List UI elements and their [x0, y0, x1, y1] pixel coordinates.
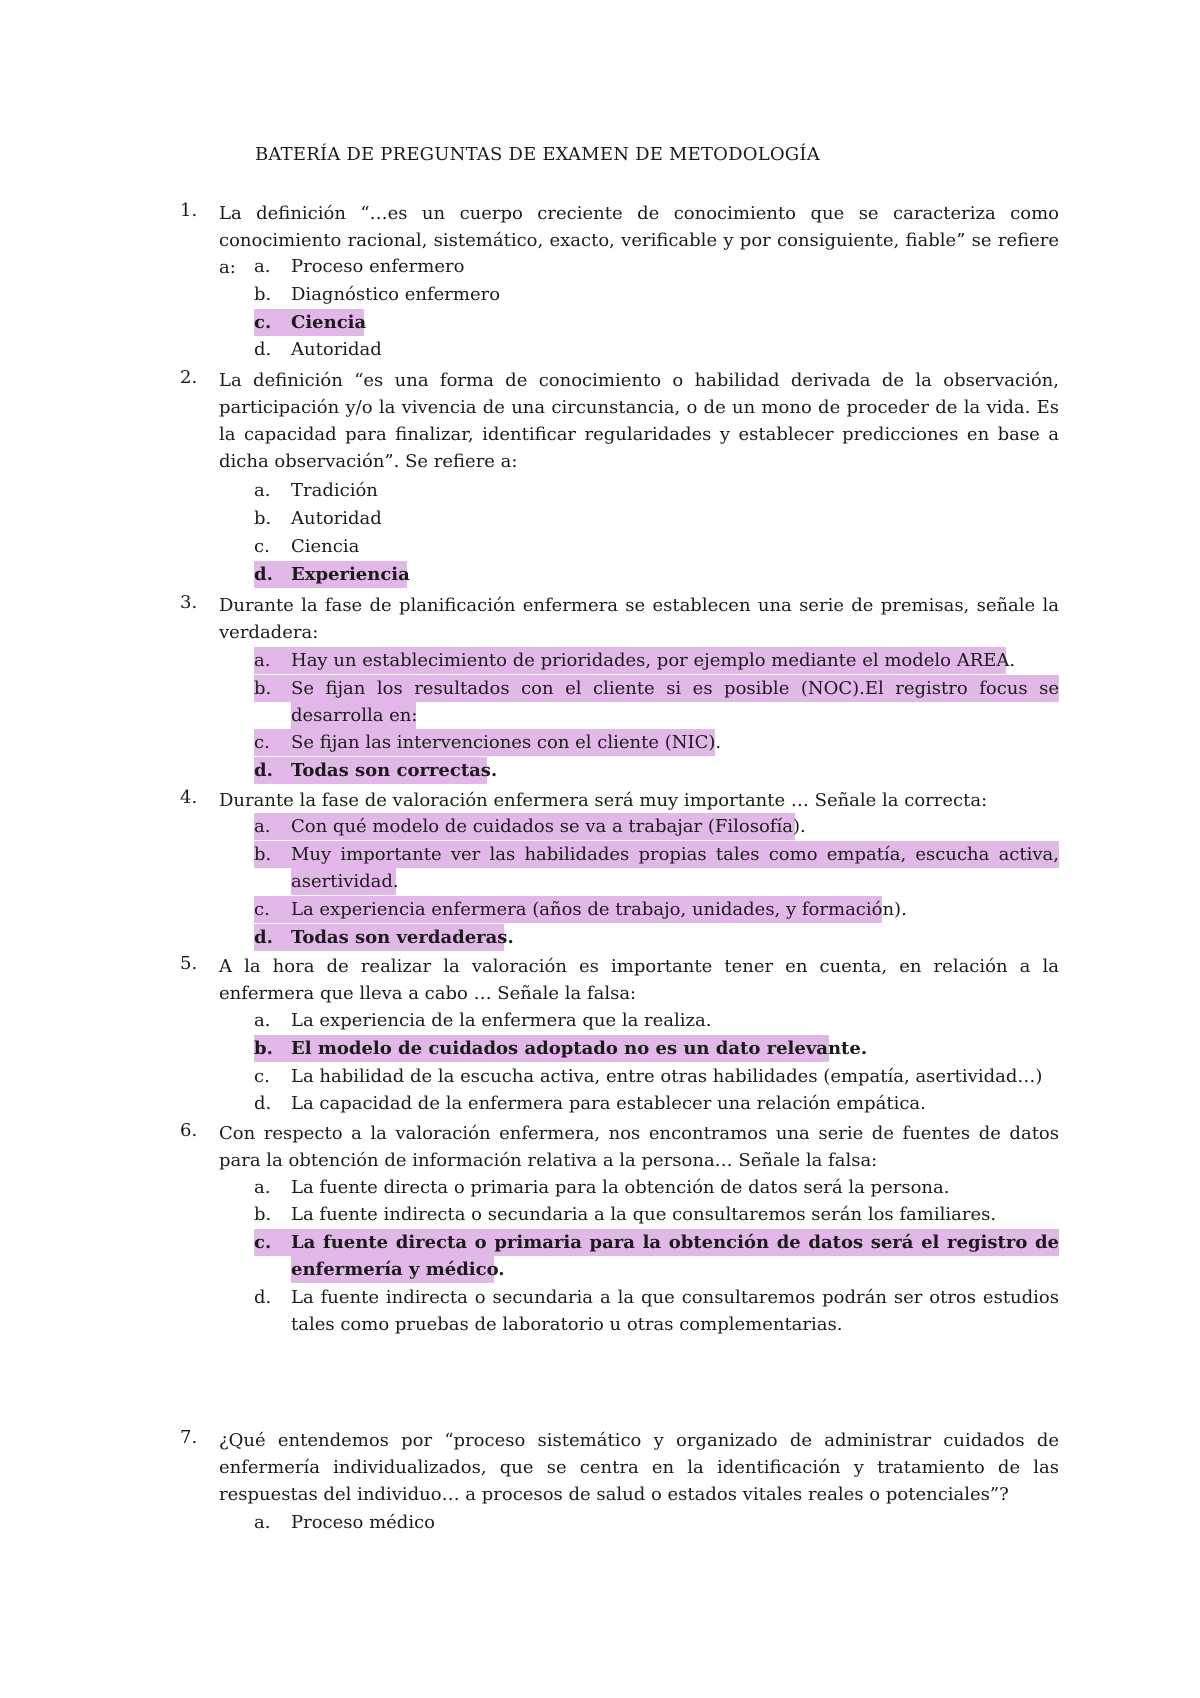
option-text: Proceso médico	[291, 1512, 435, 1533]
option-text: El modelo de cuidados adoptado no es un dato relevante.	[291, 1038, 868, 1059]
option-text: Ciencia	[291, 312, 367, 333]
option-text: Autoridad	[291, 339, 382, 360]
option-text: La experiencia de la enfermera que la realiza.	[291, 1010, 712, 1031]
option-text: Autoridad	[291, 508, 382, 529]
option-text: La fuente indirecta o secundaria a la que consultaremos serán los familiares.	[291, 1204, 997, 1225]
question-number: 2.	[180, 367, 198, 388]
question-number: 4.	[180, 787, 198, 808]
option-letter: a.	[254, 1010, 271, 1031]
option-text: Hay un establecimiento de prioridades, por ejemplo mediante el modelo AREA.	[291, 650, 1016, 671]
option-text: Se fijan los resultados con el cliente si es posible (NOC).El registro focus se desarrolla en:	[291, 678, 1059, 726]
question-number: 5.	[180, 953, 198, 974]
question-text: La definición “…es un cuerpo creciente de conocimiento que se caracteriza como conocimiento racional, sistemático, exacto, verificable y por consiguiente, fiable” se refiere a:	[219, 203, 1059, 278]
option-letter: c.	[254, 312, 272, 333]
option-text: La fuente directa o primaria para la obtención de datos será la persona.	[291, 1177, 950, 1198]
option-letter: a.	[254, 1177, 271, 1198]
option-text: Diagnóstico enfermero	[291, 284, 501, 305]
option-text: La experiencia enfermera (años de trabajo, unidades, y formación).	[291, 899, 907, 920]
option-letter: a.	[254, 256, 271, 277]
option-letter: d.	[254, 1287, 272, 1308]
option-text: La habilidad de la escucha activa, entre otras habilidades (empatía, asertividad…)	[291, 1066, 1043, 1087]
option-text: Proceso enfermero	[291, 256, 465, 277]
option-letter: b.	[254, 844, 272, 865]
option-text: Experiencia	[291, 564, 410, 585]
option-letter: c.	[254, 1232, 272, 1253]
question-text: Durante la fase de valoración enfermera será muy importante … Señale la correcta:	[219, 790, 988, 811]
option-text: La fuente indirecta o secundaria a la que consultaremos podrán ser otros estudios tales como pruebas de laboratorio u otras complementarias.	[291, 1287, 1059, 1335]
question-text: Con respecto a la valoración enfermera, nos encontramos una serie de fuentes de datos para la obtención de información relativa a la persona… Señale la falsa:	[219, 1123, 1059, 1171]
option-text: Todas son correctas.	[291, 760, 498, 781]
option-letter: d.	[254, 927, 273, 948]
option-text: Con qué modelo de cuidados se va a trabajar (Filosofía).	[291, 816, 806, 837]
question-number: 6.	[180, 1120, 198, 1141]
option-letter: b.	[254, 1204, 272, 1225]
option-text: Tradición	[291, 480, 378, 501]
option-letter: b.	[254, 678, 272, 699]
option-text: La fuente directa o primaria para la obtención de datos será el registro de enfermería y médico.	[291, 1232, 1059, 1280]
option-text: Muy importante ver las habilidades propias tales como empatía, escucha activa, asertividad.	[291, 844, 1059, 892]
option-letter: c.	[254, 1066, 270, 1087]
option-letter: a.	[254, 816, 271, 837]
option-letter: d.	[254, 760, 273, 781]
option-text: Ciencia	[291, 536, 360, 557]
option-letter: c.	[254, 899, 270, 920]
option-letter: d.	[254, 1093, 272, 1114]
option-letter: c.	[254, 732, 270, 753]
option-text: La capacidad de la enfermera para establecer una relación empática.	[291, 1093, 926, 1114]
question-text: Durante la fase de planificación enfermera se establecen una serie de premisas, señale la verdadera:	[219, 595, 1059, 643]
option-letter: a.	[254, 650, 271, 671]
question-number: 1.	[180, 200, 198, 221]
option-letter: b.	[254, 1038, 273, 1059]
option-letter: b.	[254, 508, 272, 529]
option-letter: d.	[254, 339, 272, 360]
option-letter: c.	[254, 536, 270, 557]
option-letter: d.	[254, 564, 273, 585]
option-letter: a.	[254, 1512, 271, 1533]
option-letter: a.	[254, 480, 271, 501]
question-text: La definición “es una forma de conocimiento o habilidad derivada de la observación, participación y/o la vivencia de una circunstancia, o de un mono de proceder de la vida. Es la capacidad para finalizar, identificar regularidades y establecer predicciones en base a dicha observación”. Se refiere a:	[219, 370, 1059, 472]
page-title: BATERÍA DE PREGUNTAS DE EXAMEN DE METODOLOGÍA	[255, 144, 820, 165]
option-text: Todas son verdaderas.	[291, 927, 514, 948]
option-text: Se fijan las intervenciones con el cliente (NIC).	[291, 732, 722, 753]
question-number: 3.	[180, 592, 198, 613]
question-text: ¿Qué entendemos por “proceso sistemático y organizado de administrar cuidados de enfermería individualizados, que se centra en la identificación y tratamiento de las respuestas del individuo… a procesos de salud o estados vitales reales o potenciales”?	[219, 1430, 1059, 1505]
question-text: A la hora de realizar la valoración es importante tener en cuenta, en relación a la enfermera que lleva a cabo … Señale la falsa:	[219, 956, 1059, 1004]
option-letter: b.	[254, 284, 272, 305]
question-number: 7.	[180, 1427, 198, 1448]
